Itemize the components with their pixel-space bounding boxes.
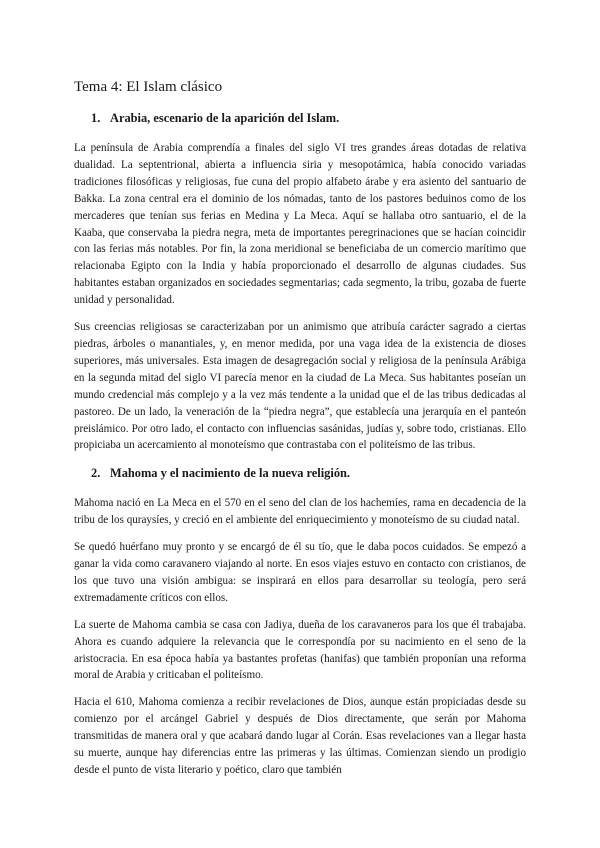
- section-number: 1.: [91, 111, 101, 125]
- paragraph: La península de Arabia comprendía a finales del siglo VI tres grandes áreas dotadas de relativa dualidad. La septentrional, abierta a influencia siria y mesopotámica, había conocido variadas tradiciones filosóficas y religiosas, fue cuna del propio alfabeto árabe y era asiento del santuario de Bakka. La zona central era el dominio de los nómadas, tanto de los pastores beduinos como de los mercaderes que tenían sus ferias en Medina y La Meca. Aquí se hallaba otro santuario, el de la Kaaba, que conservaba la piedra negra, meta de importantes peregrinaciones que se hacían coincidir con las ferias más notables. Por fin, la zona meridional se beneficiaba de un comercio marítimo que relacionaba Egipto con la India y había proporcionado el desarrollo de algunas ciudades. Sus habitantes estaban organizados en sociedades segmentarias; cada segmento, la tribu, gozaba de fuerte unidad y personalidad.: [74, 142, 526, 307]
- section-heading: [74, 110, 526, 126]
- paragraph: La suerte de Mahoma cambia se casa con Jadiya, dueña de los caravaneros para los que él trabajaba. Ahora es cuando adquiere la relevancia que le correspondía por su nacimiento en el seno de la aristocracia. En esa época había ya bastantes profetas (hanifas) que también proponían una reforma moral de Arabia y criticaban el politeísmo.: [74, 618, 526, 682]
- section-number: 2.: [91, 466, 101, 481]
- section-title: Arabia, escenario de la aparición del Islam.: [110, 111, 340, 125]
- section-arabia: [74, 110, 526, 454]
- paragraph: Hacia el 610, Mahoma comienza a recibir revelaciones de Dios, aunque están propiciadas desde su comienzo por el arcángel Gabriel y después de Dios directamente, que serán por Mahoma transmitidas de manera oral y que acabará dando lugar al Corán. Esas revelaciones van a llegar hasta su muerte, aunque hay diferencias entre las primeras y las últimas. Comienzan siendo un prodigio desde el punto de vista literario y poético, claro que también: [74, 696, 526, 776]
- section-title: Mahoma y el nacimiento de la nueva religión.: [110, 466, 351, 481]
- section-heading: [74, 465, 526, 481]
- document-page: [74, 78, 526, 789]
- paragraph: Sus creencias religiosas se caracterizaban por un animismo que atribuía carácter sagrado a ciertas piedras, árboles o manantiales, y, en menor medida, por una vaga idea de la existencia de dioses superiores, más universales. Esta imagen de desagregación social y religiosa de la península Arábiga en la segunda mitad del siglo VI parecía menor en la ciudad de La Meca. Sus habitantes poseían un mundo credencial más complejo y a la vez más tendente a la unidad que el de las tribus dedicadas al pastoreo. De un lado, la veneración de la “piedra negra”, que establecía una jerarquía en el panteón preislámico. Por otro lado, el contacto con influencias sasánidas, judías y, sobre todo, cristianas. Ello propiciaba un acercamiento al monoteísmo que contrastaba con el politeísmo de las tribus.: [74, 321, 526, 452]
- document-title: Tema 4: El Islam clásico: [74, 79, 223, 95]
- paragraph: Mahoma nació en La Meca en el 570 en el seno del clan de los hachemíes, rama en decadencia de la tribu de los quraysíes, y creció en el ambiente del enriquecimiento y monoteísmo de su ciudad natal.: [74, 497, 526, 527]
- paragraph: Se quedó huérfano muy pronto y se encargó de él su tío, que le daba pocos cuidados. Se empezó a ganar la vida como caravanero viajando al norte. En esos viajes estuvo en contacto con cristianos, de los que tuvo una visión ambigua: se inspirará en ellos para desarrollar su teología, pero será extremadamente críticos con ellos.: [74, 541, 526, 604]
- section-mahoma: [74, 465, 526, 779]
